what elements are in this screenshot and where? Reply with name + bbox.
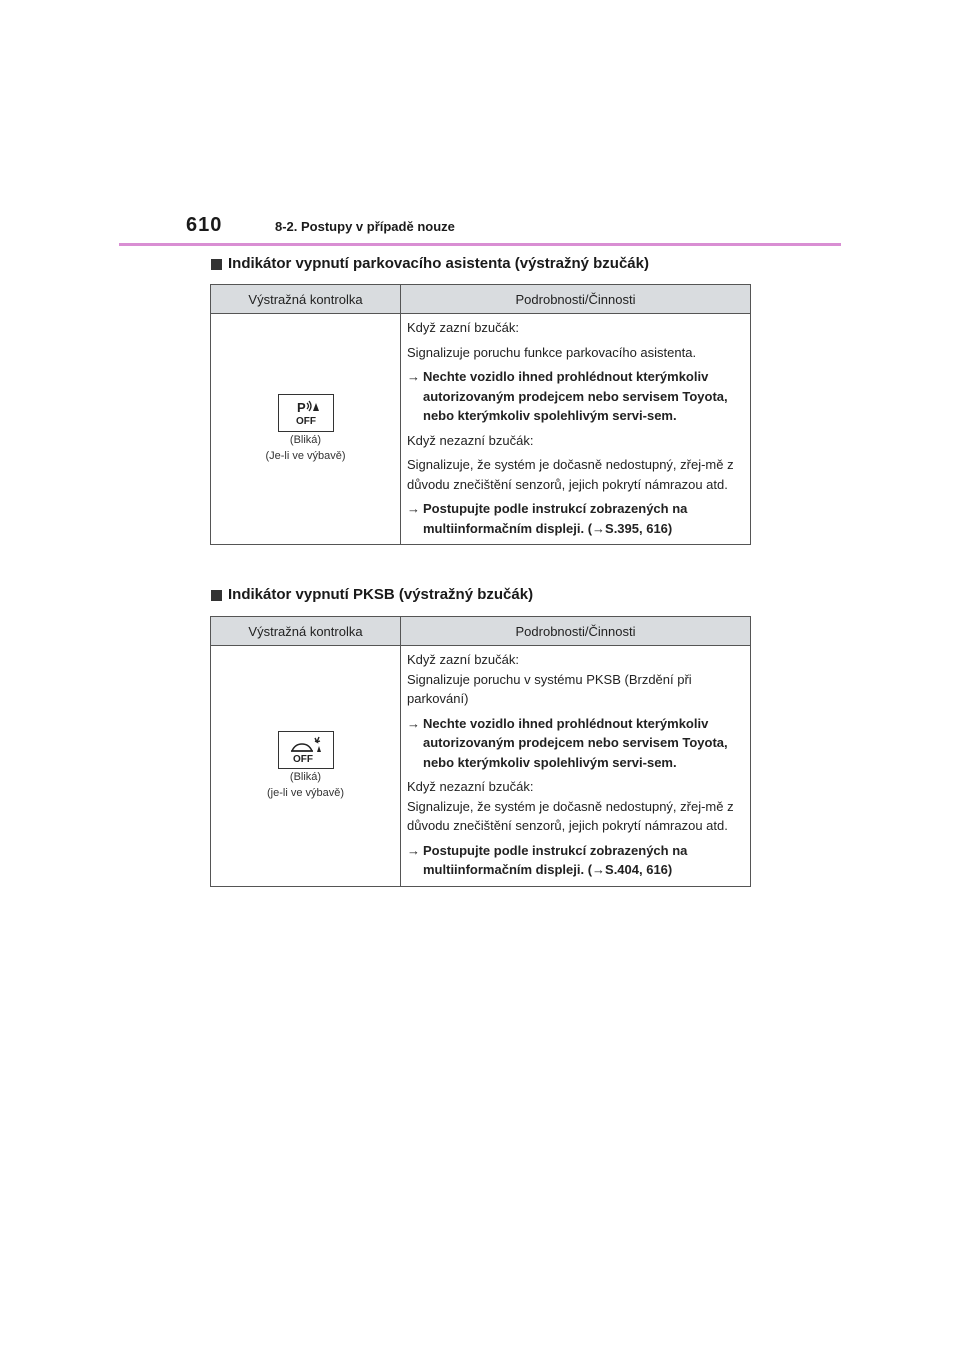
page-number: 610 (186, 214, 223, 236)
details-cell (401, 314, 751, 545)
lamp-label-off: OFF (295, 416, 316, 427)
section2-table (210, 616, 751, 887)
lamp-caption-blinks: (Bliká) (289, 434, 322, 446)
column-header-lamp: Výstražná kontrolka (211, 617, 401, 646)
pksb-off-icon (278, 731, 334, 769)
unavailable-text: Signalizuje, že systém je dočasně nedostupný, zřej-mě z důvodu znečištění senzorů, jejich pokrytí námrazou atd. (407, 457, 734, 492)
lamp-cell (211, 646, 401, 887)
malfunction-text: Signalizuje poruchu funkce parkovacího asistenta. (407, 344, 697, 360)
bullet-square-icon (211, 259, 222, 270)
lamp-caption-equipment: (Je-li ve výbavě) (265, 450, 346, 462)
action-text: Postupujte podle instrukcí zobrazených na multiinformačním displeji. (→S.395, 616) (423, 501, 688, 536)
action-text: Postupujte podle instrukcí zobrazených na multiinformačním displeji. (→S.404, 616) (423, 842, 688, 877)
details-cell (401, 646, 751, 887)
buzzer-off-label: Když nezazní bzučák: (407, 779, 534, 794)
section2-heading (211, 586, 533, 604)
action-text: Nechte vozidlo ihned prohlédnout kterýmkoliv autorizovaným prodejcem nebo servisem Toyota, nebo kterýmkoliv spolehlivým servi-sem. (423, 369, 728, 423)
lamp-label-off: OFF (292, 753, 313, 765)
lamp-label-p: P (296, 400, 306, 415)
parking-assist-off-icon (278, 394, 334, 432)
arrow-right-icon: → (407, 369, 420, 384)
lamp-cell (211, 314, 401, 545)
section1-heading-text: Indikátor vypnutí parkovacího asistenta (výstražný bzučák) (228, 255, 649, 272)
column-header-details: Podrobnosti/Činnosti (401, 285, 751, 314)
column-header-details: Podrobnosti/Činnosti (401, 617, 751, 646)
action-item (407, 714, 744, 773)
table-row (211, 314, 751, 545)
unavailable-text: Signalizuje, že systém je dočasně nedostupný, zřej-mě z důvodu znečištění senzorů, jejich pokrytí námrazou atd. (407, 798, 734, 833)
lamp-caption-equipment: (je-li ve výbavě) (266, 786, 345, 799)
header-rule (119, 243, 841, 246)
action-item (407, 499, 744, 538)
section2-heading-text: Indikátor vypnutí PKSB (výstražný bzučák) (228, 586, 534, 603)
page-header (0, 0, 960, 250)
buzzer-off-label: Když nezazní bzučák: (407, 432, 534, 448)
lamp-caption-blinks: (Bliká) (289, 770, 322, 783)
arrow-right-icon: → (407, 842, 420, 858)
buzzer-on-label: Když zazní bzučák: (407, 320, 519, 335)
table-row (211, 646, 751, 887)
arrow-right-icon: → (407, 501, 420, 516)
column-header-lamp: Výstražná kontrolka (211, 285, 401, 314)
buzzer-on-label: Když zazní bzučák: (407, 652, 519, 667)
action-text: Nechte vozidlo ihned prohlédnout kterýmkoliv autorizovaným prodejcem nebo servisem Toyota, nebo kterýmkoliv spolehlivým servi-sem. (423, 715, 728, 770)
section-title: 8-2. Postupy v případě nouze (275, 219, 455, 234)
bullet-square-icon (211, 590, 222, 601)
table-header-row (211, 285, 751, 314)
action-item (407, 841, 744, 880)
arrow-right-icon: → (407, 715, 420, 731)
section1-table (210, 284, 751, 545)
table-header-row (211, 617, 751, 646)
action-item (407, 367, 744, 426)
section1-heading (211, 255, 649, 273)
malfunction-text: Signalizuje poruchu v systému PKSB (Brzdění při parkování) (407, 671, 692, 706)
